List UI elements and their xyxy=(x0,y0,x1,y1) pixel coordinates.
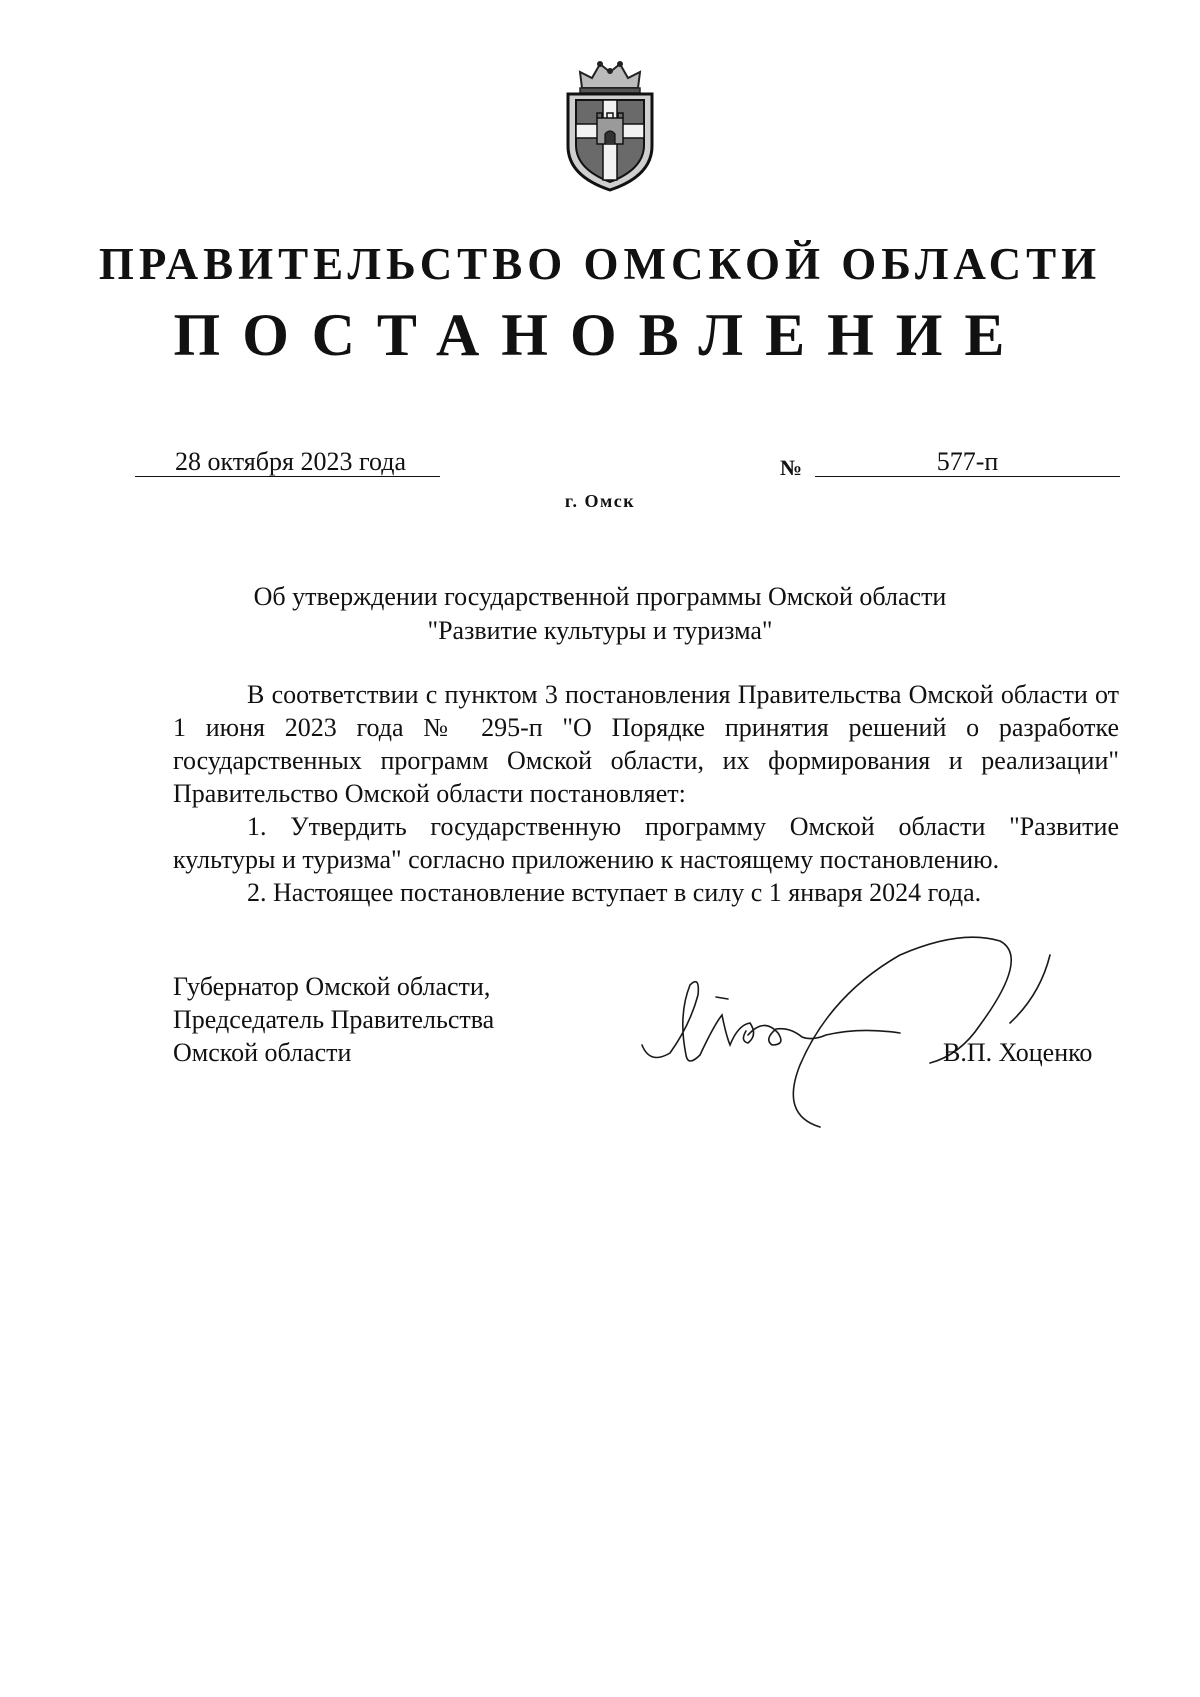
handwritten-signature xyxy=(630,915,1093,1140)
body-paragraph-preamble: В соответствии с пунктом 3 постановления Правительства Омской области от 1 июня 2023 года № 295-п "О Порядке принятия решений о разработке государственных программ Омской области, их формирования и реализации" Правительство Омской области постановляет: xyxy=(173,680,1119,808)
signer-name: В.П. Хоценко xyxy=(943,1038,1093,1067)
subject-line-1: Об утверждении государственной программы Омской области xyxy=(253,582,947,611)
document-date: 28 октября 2023 года xyxy=(135,448,440,477)
document-body xyxy=(173,678,1119,909)
number-sign: № xyxy=(780,455,803,480)
subject-line-2: "Развитие культуры и туризма" xyxy=(427,616,773,645)
body-paragraph-item-2: 2. Настоящее постановление вступает в силу с 1 января 2024 года. xyxy=(247,878,982,907)
document-subject xyxy=(0,580,1200,648)
coat-of-arms-icon xyxy=(560,58,660,193)
signer-title xyxy=(173,970,494,1069)
document-number: 577-п xyxy=(815,448,1120,477)
document-city: г. Омск xyxy=(564,491,636,511)
signer-title-line-3: Омской области xyxy=(173,1038,352,1067)
document-type-title: ПОСТАНОВЛЕНИЕ xyxy=(173,302,1027,368)
body-paragraph-item-1: 1. Утвердить государственную программу Омской области "Развитие культуры и туризма" согласно приложению к настоящему постановлению. xyxy=(173,812,1119,874)
signer-title-line-1: Губернатор Омской области, xyxy=(173,972,491,1001)
issuing-authority: ПРАВИТЕЛЬСТВО ОМСКОЙ ОБЛАСТИ xyxy=(98,239,1102,289)
signer-title-line-2: Председатель Правительства xyxy=(173,1005,495,1034)
